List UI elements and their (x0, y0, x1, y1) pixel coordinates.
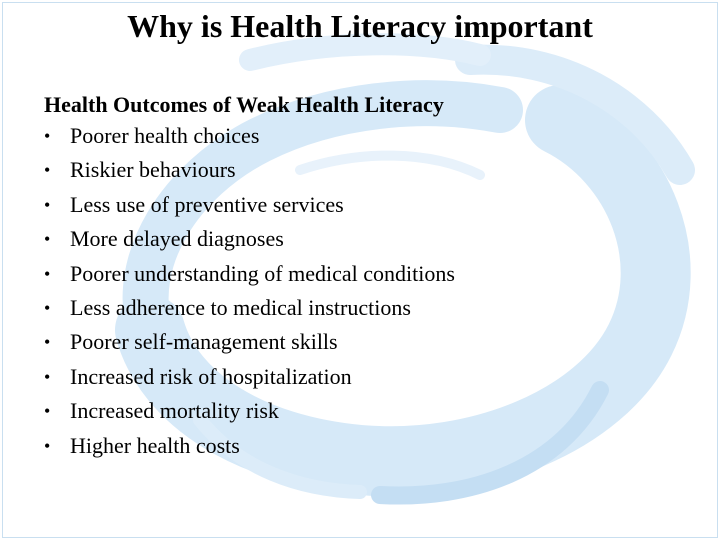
list-item-text: Higher health costs (70, 432, 240, 458)
bullet-glyph: • (44, 160, 51, 181)
list-item-text: Poorer understanding of medical conditions (70, 260, 455, 286)
list-item (44, 153, 664, 187)
bullet-glyph: • (44, 401, 51, 422)
slide-title: Why is Health Literacy important (127, 8, 593, 44)
slide-content (44, 90, 664, 463)
list-item (44, 291, 664, 325)
section-heading: Health Outcomes of Weak Health Literacy (44, 92, 444, 117)
list-item (44, 325, 664, 359)
list-item-text: Less use of preventive services (70, 191, 344, 217)
bullet-glyph: • (44, 435, 51, 456)
outcomes-list (44, 119, 664, 463)
list-item-text: Less adherence to medical instructions (70, 295, 411, 321)
list-item (44, 222, 664, 256)
bullet-glyph: • (44, 298, 51, 319)
list-item-text: More delayed diagnoses (70, 226, 284, 252)
bullet-glyph: • (44, 263, 51, 284)
bullet-glyph: • (44, 194, 51, 215)
list-item-text: Poorer self-management skills (70, 329, 338, 355)
list-item (44, 394, 664, 428)
list-item-text: Increased mortality risk (70, 398, 279, 424)
bullet-glyph: • (44, 229, 51, 250)
list-item (44, 429, 664, 463)
list-item (44, 257, 664, 291)
list-item (44, 360, 664, 394)
bullet-glyph: • (44, 126, 51, 146)
list-item (44, 119, 664, 153)
list-item-text: Increased risk of hospitalization (70, 363, 352, 389)
list-item (44, 188, 664, 222)
bullet-glyph: • (44, 332, 51, 353)
list-item-text: Riskier behaviours (70, 157, 236, 183)
list-item-text: Poorer health choices (70, 123, 260, 148)
bullet-glyph: • (44, 366, 51, 387)
